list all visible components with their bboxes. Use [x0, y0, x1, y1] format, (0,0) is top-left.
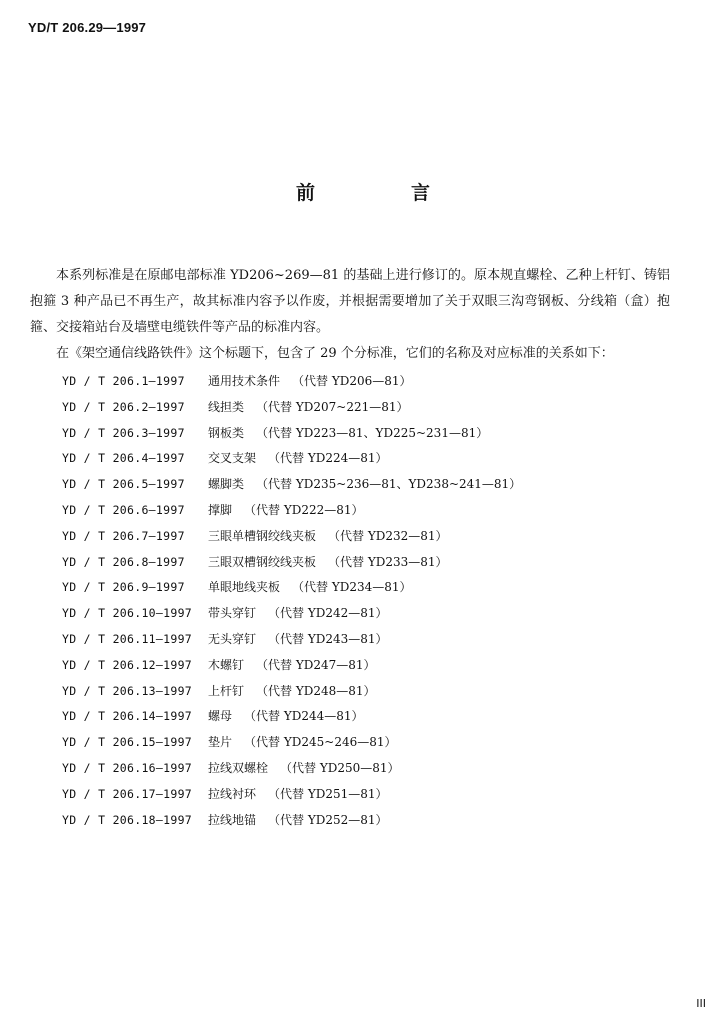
standard-list-item [62, 498, 662, 524]
standard-name: 垫片 [208, 735, 233, 750]
page-title [0, 178, 726, 205]
standard-replaces: （代替 YD222—81） [244, 502, 364, 517]
standard-code: YD / T 206.6—1997 [62, 502, 185, 517]
standard-replaces: （代替 YD242—81） [268, 606, 388, 621]
standard-name: 通用技术条件 [208, 374, 281, 388]
standard-replaces: （代替 YD251—81） [268, 786, 388, 801]
page-number: III [696, 997, 706, 1010]
standard-code: YD / T 206.10—1997 [62, 606, 193, 621]
standard-name: 上杆钉 [208, 683, 245, 698]
standard-code: YD / T 206.3—1997 [62, 425, 185, 440]
standard-code: YD / T 206.9—1997 [62, 580, 185, 595]
standard-list-item [62, 524, 662, 550]
standard-list-item [62, 782, 662, 808]
standard-replaces: （代替 YD243—81） [268, 631, 388, 646]
standard-name: 螺母 [208, 709, 233, 724]
standard-replaces: （代替 YD247—81） [256, 657, 376, 672]
standard-code: YD / T 206.14—1997 [62, 709, 193, 724]
standard-name: 拉线衬环 [208, 786, 257, 801]
standard-name: 木螺钉 [208, 657, 245, 672]
standard-list-item [62, 395, 662, 421]
standard-list-item [62, 575, 662, 601]
standard-list-item [62, 653, 662, 679]
standard-replaces: （代替 YD235~236—81、YD238~241—81） [256, 477, 522, 492]
standard-replaces: （代替 YD244—81） [244, 709, 364, 724]
standard-code: YD / T 206.17—1997 [62, 786, 193, 801]
standard-list-item [62, 472, 662, 498]
standard-list-item [62, 679, 662, 705]
standard-name: 螺脚类 [208, 477, 245, 492]
standard-replaces: （代替 YD245~246—81） [244, 735, 397, 750]
standard-list-item [62, 627, 662, 653]
standard-replaces: （代替 YD250—81） [280, 760, 400, 775]
standard-code: YD / T 206.5—1997 [62, 477, 185, 492]
standard-name: 带头穿钉 [208, 606, 257, 621]
standard-list-item [62, 704, 662, 730]
standard-replaces: （代替 YD234—81） [292, 580, 412, 595]
standard-list-item [62, 446, 662, 472]
title-char-1: 前 [295, 182, 315, 204]
standard-name: 三眼双槽钢绞线夹板 [208, 554, 317, 569]
foreword-body [30, 263, 670, 367]
standard-code: YD / T 206.12—1997 [62, 657, 193, 672]
standards-list [62, 369, 662, 833]
standard-code: YD / T 206.1—1997 [62, 374, 185, 388]
standard-name: 三眼单槽钢绞线夹板 [208, 528, 317, 543]
standard-replaces: （代替 YD248—81） [256, 683, 376, 698]
standard-replaces: （代替 YD206—81） [292, 374, 412, 388]
standard-code: YD / T 206.15—1997 [62, 735, 193, 750]
standard-code: YD / T 206.16—1997 [62, 760, 193, 775]
standard-replaces: （代替 YD207~221—81） [256, 399, 409, 414]
standard-name: 拉线双螺栓 [208, 760, 269, 775]
standard-list-item [62, 730, 662, 756]
standard-code: YD / T 206.2—1997 [62, 399, 185, 414]
standard-list-item [62, 756, 662, 782]
standard-code-header: YD/T 206.29—1997 [28, 20, 147, 35]
standard-list-item [62, 808, 662, 834]
foreword-paragraph-1: 本系列标准是在原邮电部标准 YD206~269—81 的基础上进行修订的。原本规直螺栓、乙种上杆钉、铸铝抱箍 3 种产品已不再生产，故其标准内容予以作废，并根据需要增加了关于双眼三沟弯钢板、分线箱（盒）抱箍、交接箱站台及墙壁电缆铁件等产品的标准内容。 [30, 268, 670, 335]
standard-name: 线担类 [208, 399, 245, 414]
foreword-paragraph-2: 在《架空通信线路铁件》这个标题下，包含了 29 个分标准，它们的名称及对应标准的关系如下： [56, 346, 614, 361]
standard-replaces: （代替 YD232—81） [328, 528, 448, 543]
standard-replaces: （代替 YD252—81） [268, 812, 388, 827]
title-char-2: 言 [411, 182, 431, 204]
standard-list-item [62, 421, 662, 447]
standard-replaces: （代替 YD224—81） [268, 451, 388, 466]
standard-code: YD / T 206.7—1997 [62, 528, 185, 543]
standard-replaces: （代替 YD233—81） [328, 554, 448, 569]
standard-name: 钢板类 [208, 425, 245, 440]
standard-name: 撑脚 [208, 502, 233, 517]
standard-code: YD / T 206.13—1997 [62, 683, 193, 698]
standard-name: 单眼地线夹板 [208, 580, 281, 595]
standard-name: 交叉支架 [208, 451, 257, 466]
standard-replaces: （代替 YD223—81、YD225~231—81） [256, 425, 489, 440]
standard-name: 拉线地锚 [208, 812, 257, 827]
standard-code: YD / T 206.18—1997 [62, 812, 193, 827]
standard-list-item [62, 369, 662, 395]
standard-code: YD / T 206.4—1997 [62, 451, 185, 466]
standard-list-item [62, 601, 662, 627]
standard-list-item [62, 550, 662, 576]
standard-code: YD / T 206.11—1997 [62, 631, 193, 646]
standard-name: 无头穿钉 [208, 631, 257, 646]
standard-code: YD / T 206.8—1997 [62, 554, 185, 569]
